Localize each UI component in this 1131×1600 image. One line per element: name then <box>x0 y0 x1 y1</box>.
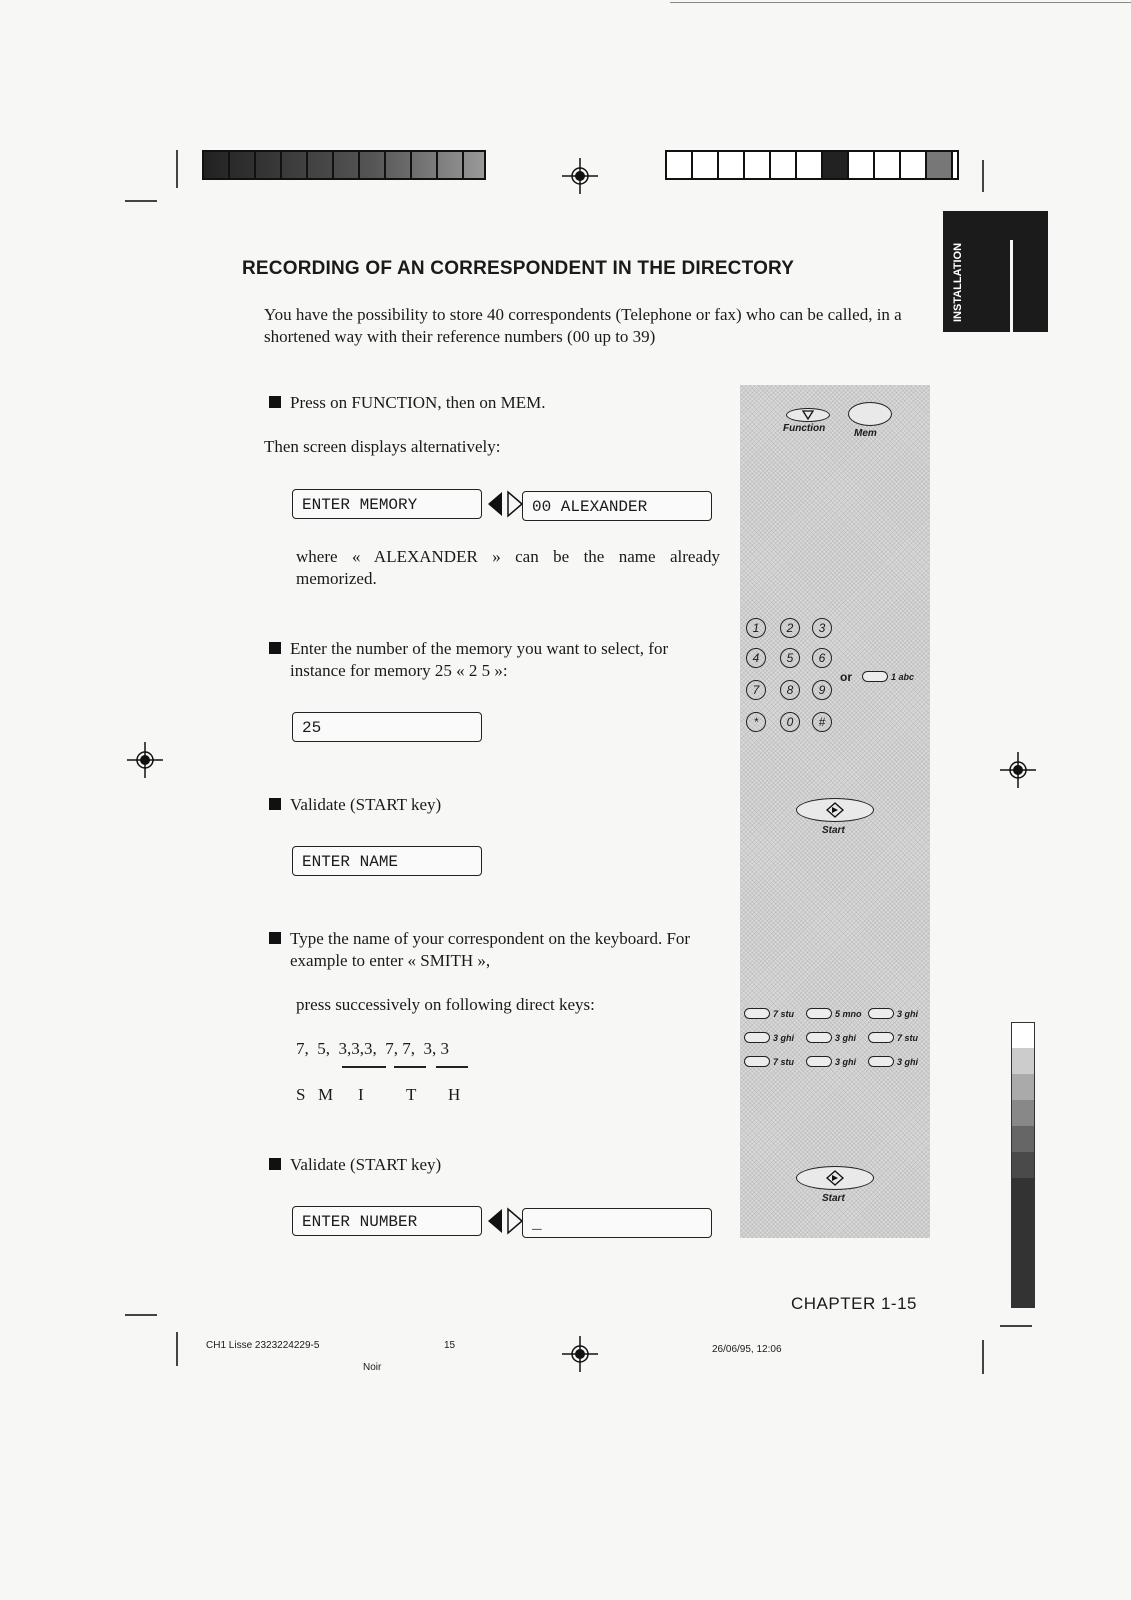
crosshair-icon <box>127 742 163 778</box>
direct-key-label: 5 mno <box>835 1009 862 1019</box>
direct-key <box>868 1032 894 1043</box>
chapter-label: CHAPTER 1-15 <box>791 1294 917 1313</box>
section-tab-notch <box>1010 240 1038 332</box>
direct-key-label: 7 stu <box>773 1009 795 1019</box>
step-1-note: Then screen displays alternatively: <box>264 437 501 456</box>
digit-key: 3 <box>812 618 832 638</box>
digit-key: 8 <box>780 680 800 700</box>
direct-key <box>806 1008 832 1019</box>
grayscale-patch <box>1011 1074 1035 1100</box>
digit-key: * <box>746 712 766 732</box>
start-label: Start <box>822 825 845 836</box>
direct-key <box>806 1032 832 1043</box>
alternate-arrows-icon <box>484 1206 524 1236</box>
digit-key: 7 <box>746 680 766 700</box>
mem-key <box>848 402 892 426</box>
crosshair-icon <box>1000 752 1036 788</box>
direct-key <box>862 671 888 682</box>
footer-date: 26/06/95, 12:06 <box>712 1344 782 1355</box>
crop-mark <box>125 200 157 202</box>
grayscale-patch <box>1011 1178 1035 1308</box>
grayscale-patch <box>1011 1048 1035 1074</box>
direct-key <box>806 1056 832 1067</box>
start-label: Start <box>822 1193 845 1204</box>
digit-key: 0 <box>780 712 800 732</box>
underline-mark <box>342 1066 386 1068</box>
crosshair-icon <box>562 158 598 194</box>
letter-i: I <box>358 1085 364 1104</box>
direct-key-label: 1 abc <box>891 672 915 682</box>
section-tab-label: INSTALLATION <box>952 242 964 322</box>
or-label: or <box>840 670 852 684</box>
step-1-text: Press on FUNCTION, then on MEM. <box>290 393 546 412</box>
bullet-icon <box>269 932 281 944</box>
digit-key: 2 <box>780 618 800 638</box>
page-title: RECORDING OF AN CORRESPONDENT IN THE DIRECTORY <box>242 258 795 279</box>
direct-key <box>868 1008 894 1019</box>
grayscale-patch <box>1011 1152 1035 1178</box>
start-icon <box>826 802 844 818</box>
footer-color: Noir <box>363 1362 382 1373</box>
letter-t: T <box>406 1085 417 1104</box>
direct-key <box>744 1032 770 1043</box>
direct-key-label: 3 ghi <box>897 1057 919 1067</box>
crop-mark <box>125 1314 157 1316</box>
function-label: Function <box>783 423 826 434</box>
lcd-display: ENTER NUMBER <box>292 1206 482 1236</box>
crop-mark <box>1000 1325 1032 1327</box>
lcd-display: _ <box>522 1208 712 1238</box>
digit-key: 6 <box>812 648 832 668</box>
bullet-icon <box>269 1158 281 1170</box>
crop-mark <box>982 1340 984 1374</box>
registration-bar-left <box>202 150 486 180</box>
crop-mark <box>176 1332 178 1366</box>
step-5-text: Validate (START key) <box>290 1155 442 1174</box>
letter-m: M <box>318 1085 334 1104</box>
start-icon <box>826 1170 844 1186</box>
lcd-display: ENTER NAME <box>292 846 482 876</box>
grayscale-patch <box>1011 1022 1035 1048</box>
direct-key-label: 7 stu <box>897 1033 919 1043</box>
key-sequence: 7, 5, 3,3,3, 7, 7, 3, 3 <box>296 1039 449 1058</box>
direct-key-label: 3 ghi <box>773 1033 795 1043</box>
grayscale-patch <box>1011 1126 1035 1152</box>
direct-key-label: 3 ghi <box>897 1009 919 1019</box>
direct-key-label: 3 ghi <box>835 1057 857 1067</box>
underline-mark <box>394 1066 426 1068</box>
registration-bar-right <box>665 150 959 180</box>
underline-mark <box>436 1066 468 1068</box>
lcd-display: ENTER MEMORY <box>292 489 482 519</box>
footer-page: 15 <box>444 1340 456 1351</box>
footer-file: CH1 Lisse 2323224229-5 <box>206 1340 320 1351</box>
direct-key <box>868 1056 894 1067</box>
step-3-text: Validate (START key) <box>290 795 442 814</box>
crop-mark <box>982 160 984 192</box>
direct-key-label: 7 stu <box>773 1057 795 1067</box>
digit-key: 4 <box>746 648 766 668</box>
bullet-icon <box>269 396 281 408</box>
lcd-display: 25 <box>292 712 482 742</box>
direct-key <box>744 1056 770 1067</box>
bullet-icon <box>269 642 281 654</box>
direct-key <box>744 1008 770 1019</box>
alternate-arrows-icon <box>484 489 524 519</box>
grayscale-patch <box>1011 1100 1035 1126</box>
digit-key: 1 <box>746 618 766 638</box>
bullet-icon <box>269 798 281 810</box>
digit-key: # <box>812 712 832 732</box>
letter-s: S <box>296 1085 306 1104</box>
direct-key-label: 3 ghi <box>835 1033 857 1043</box>
lcd-display: 00 ALEXANDER <box>522 491 712 521</box>
function-arrow-icon <box>801 409 815 421</box>
digit-key: 5 <box>780 648 800 668</box>
digit-key: 9 <box>812 680 832 700</box>
step-1-where: where « ALEXANDER » can be the name already memorized. <box>296 547 720 588</box>
intro-paragraph: You have the possibility to store 40 correspondents (Telephone or fax) who can be called, in a shortened way with their reference numbers (00 up to 39) <box>264 305 902 346</box>
step-4-text: Type the name of your correspondent on the keyboard. For example to enter « SMITH », <box>290 929 691 970</box>
step-2-text: Enter the number of the memory you want to select, for instance for memory 25 « 2 5 »: <box>290 639 669 680</box>
crop-mark <box>176 150 178 188</box>
top-edge-line <box>670 2 1131 3</box>
step-4-press: press successively on following direct keys: <box>296 995 595 1014</box>
letter-h: H <box>448 1085 461 1104</box>
crosshair-icon <box>562 1336 598 1372</box>
mem-label: Mem <box>854 428 877 439</box>
